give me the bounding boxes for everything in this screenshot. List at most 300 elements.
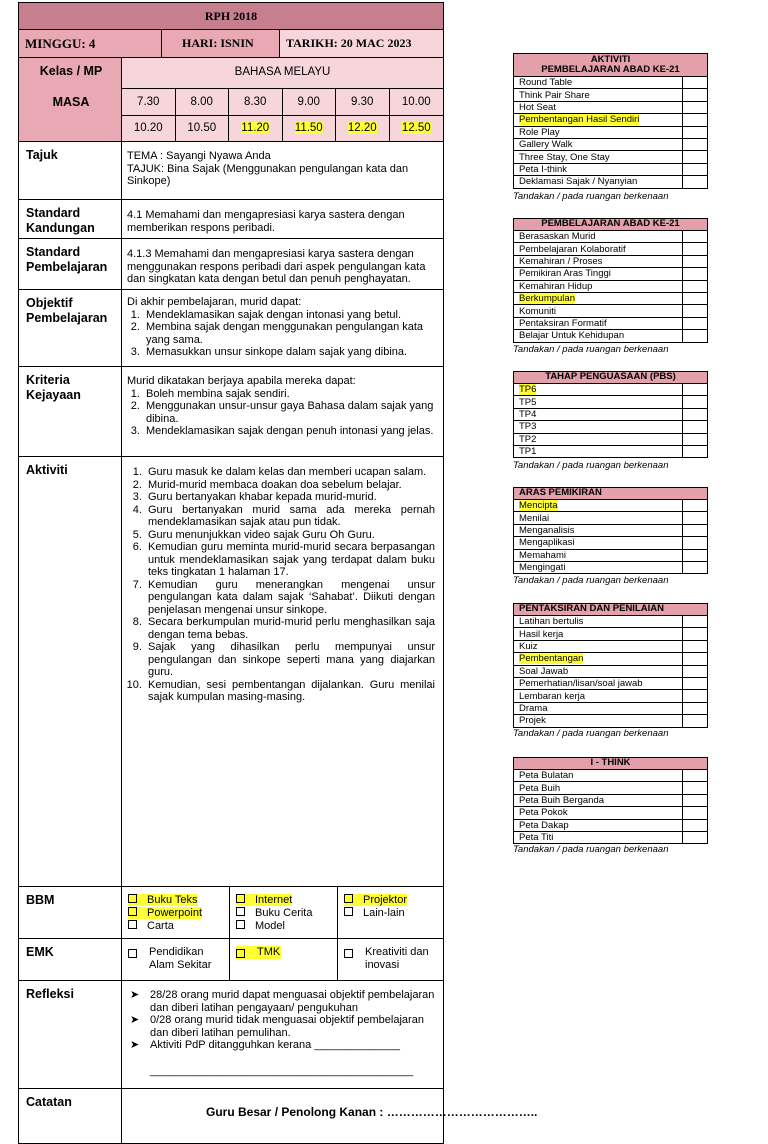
item-label: Think Pair Share [519,89,590,101]
item-label: TP6 [519,384,537,396]
checkbox-icon[interactable] [344,949,353,958]
item-label: Peta Buih [519,782,561,794]
item-label: Berkumpulan [519,293,575,305]
tick-cell[interactable] [683,280,708,292]
item-label: Pembentangan [519,653,584,665]
item-cell [514,807,683,819]
item-label: Peta I-think [519,163,568,175]
item-cell [514,231,683,243]
item-label: Latihan bertulis [519,616,584,628]
tick-cell[interactable] [683,677,708,689]
start-time-cell: 9.00 [283,88,337,116]
table-aras [513,487,708,574]
objective-intro: Di akhir pembelajaran, murid dapat: [127,296,302,308]
table-row [514,445,708,457]
bbm-option-wrap [344,907,405,919]
tick-cell[interactable] [683,433,708,445]
bbm-option-wrap [236,894,292,906]
note-pentaksiran: Tandakan / pada ruangan berkenaan [513,728,669,739]
bbm-option-wrap [128,920,174,932]
table-row [514,163,708,175]
tick-cell[interactable] [683,640,708,652]
table-row [514,138,708,150]
note-ithink: Tandakan / pada ruangan berkenaan [513,844,669,855]
list-item: 6. Kemudian guru meminta murid-murid secara berpasangan untuk mendeklamasikan sajak yang terdapat dalam buku teks tingkatan 1 halaman 17. [145,541,435,579]
item-cell [514,243,683,255]
table-row [514,677,708,689]
tick-cell[interactable] [683,163,708,175]
row-content-refleksi [122,981,444,1089]
list-item: 4. Guru bertanyakan murid sama ada mereka pernah mendeklamasikan sajak atau pun tidak. [145,504,435,529]
reflection-blank-line[interactable]: ___________________________________________ [150,1065,414,1077]
row-label-aktiviti: Aktiviti [18,457,122,887]
tick-cell[interactable] [683,77,708,89]
standard-learning-text: 4.1.3 Memahami dan mengapresiasi karya sastera dengan menggunakan respons peribadi dari aspek pengulangan kata dan singkatan kata dengan betul dan penuh penghayatan. [127,248,426,285]
checkbox-icon[interactable] [128,894,137,903]
list-item: 3. Mendeklamasikan sajak dengan penuh intonasi yang jelas. [143,425,435,438]
table-row [514,640,708,652]
item-cell [514,396,683,408]
item-cell [514,628,683,640]
list-item: 1. Boleh membina sajak sendiri. [143,388,435,401]
table-row [514,280,708,292]
table-row [514,421,708,433]
bbm-option-wrap [128,907,202,919]
theme-text: TEMA : Sayangi Nyawa Anda [127,150,271,162]
class-subject-label: Kelas / MP [39,64,103,78]
tick-cell[interactable] [683,549,708,561]
checkbox-icon[interactable] [344,907,353,916]
bbm-option[interactable] [128,920,229,933]
tick-cell[interactable] [683,665,708,677]
tick-cell[interactable] [683,384,708,396]
table-row [514,243,708,255]
table-row [514,500,708,512]
item-label: Round Table [519,77,573,89]
item-cell [514,138,683,150]
list-item: 8. Secara berkumpulan murid-murid perlu menghasilkan saja dengan tema bebas. [145,616,435,641]
item-label: TP3 [519,421,537,433]
list-item: 7. Kemudian guru menerangkan mengenai unsur pengulangan kata dalam sajak ‘Sahabat’. Diikuti dengan penjelasan mengenai unsur sinkope. [145,579,435,617]
activity-list [127,466,435,704]
tick-cell[interactable] [683,317,708,329]
table-row [514,176,708,188]
item-cell [514,445,683,457]
row-label-sp: Standard Pembelajaran [18,239,122,290]
item-cell [514,770,683,782]
table-row [514,807,708,819]
checkbox-icon[interactable] [128,907,137,916]
item-cell [514,677,683,689]
tick-cell[interactable] [683,292,708,304]
bbm-option-label: Buku Teks [147,894,198,906]
end-time-value: 11.50 [294,122,323,134]
end-time-value: 12.50 [401,122,431,134]
item-cell [514,782,683,794]
item-label: Drama [519,702,548,714]
table-row [514,819,708,831]
tick-cell[interactable] [683,819,708,831]
title-line-2: PEMBELAJARAN ABAD KE-21 [541,64,680,75]
bbm-column-2 [230,887,338,938]
row-content-tajuk [122,142,444,200]
bbm-option[interactable] [236,907,337,920]
tick-cell[interactable] [683,138,708,150]
checkbox-icon[interactable] [236,907,245,916]
row-content-bbm [122,887,444,939]
table-aras-title: ARAS PEMIKIRAN [514,488,708,500]
item-label: Three Stay, One Stay [519,151,610,163]
item-label: Memahami [519,549,566,561]
table-row [514,317,708,329]
tick-cell[interactable] [683,243,708,255]
list-item: 5. Guru menunjukkan video sajak Guru Oh Guru. [145,529,435,542]
tick-cell[interactable] [683,831,708,843]
table-row [514,782,708,794]
item-label: TP2 [519,433,537,445]
item-cell [514,255,683,267]
bbm-option-wrap [344,894,407,906]
checkbox-icon[interactable] [236,949,245,958]
table-row [514,126,708,138]
item-cell [514,114,683,126]
item-cell [514,330,683,342]
item-label: Kemahiran Hidup [519,280,593,292]
table-row [514,537,708,549]
item-label: Peta Bulatan [519,770,574,782]
item-label: Peta Titi [519,832,554,844]
item-label: Pemerhatian/lisan/soal jawab [519,678,643,690]
item-cell [514,77,683,89]
item-label: Komuniti [519,305,556,317]
table-row [514,653,708,665]
item-label: TP4 [519,408,537,420]
table-row [514,384,708,396]
bbm-option-wrap [236,907,312,919]
table-row [514,524,708,536]
note-abad21: Tandakan / pada ruangan berkenaan [513,344,669,355]
tick-cell[interactable] [683,537,708,549]
day-cell: HARI: ISNIN [162,30,280,58]
list-item: 10. Kemudian, sesi pembentangan dijalankan. Guru menilai sajak kumpulan masing-masing. [145,679,435,704]
table-row [514,794,708,806]
row-content-aktiviti [122,457,444,887]
reflection-item [130,1039,436,1052]
tick-cell[interactable] [683,89,708,101]
subject-cell: BAHASA MELAYU [122,58,444,88]
table-row [514,549,708,561]
item-cell [514,151,683,163]
item-label: Hot Seat [519,101,556,113]
item-label: TP1 [519,446,537,458]
item-cell [514,640,683,652]
item-label: Deklamasi Sajak / Nyanyian [519,176,638,188]
end-time-value: 10.20 [133,122,163,134]
table-row [514,89,708,101]
bbm-option[interactable] [128,894,229,907]
item-cell [514,819,683,831]
table-row [514,330,708,342]
reflection-text: Aktiviti PdP ditangguhkan kerana ______________ [150,1039,400,1051]
table-pentaksiran-title: PENTAKSIRAN DAN PENILAIAN [514,604,708,616]
row-label-objektif: Objektif Pembelajaran [18,290,122,367]
headmaster-signature-line: Guru Besar / Penolong Kanan : ……………………………….. [206,1105,538,1119]
item-cell [514,163,683,175]
start-time-cell: 8.30 [229,88,283,116]
tick-cell[interactable] [683,114,708,126]
tick-cell[interactable] [683,396,708,408]
row-content-kriteria [122,367,444,457]
item-cell [514,500,683,512]
table-row [514,715,708,727]
list-item: 3. Guru bertanyakan khabar kepada murid-murid. [145,491,435,504]
tick-cell[interactable] [683,794,708,806]
tick-cell[interactable] [683,268,708,280]
item-cell [514,831,683,843]
table-row [514,268,708,280]
item-label: Mengingati [519,562,566,574]
table-row [514,305,708,317]
tick-cell[interactable] [683,616,708,628]
bbm-column-1 [122,887,230,938]
start-time-cell: 9.30 [336,88,390,116]
item-cell [514,512,683,524]
tick-cell[interactable] [683,101,708,113]
item-label: Mencipta [519,500,558,512]
list-item: 2. Membina sajak dengan menggunakan pengulangan kata yang sama. [143,321,435,346]
tick-cell[interactable] [683,231,708,243]
topic-text: TAJUK: Bina Sajak (Menggunakan pengulangan kata dan Sinkope) [127,162,409,187]
bbm-option-label: Internet [255,894,293,906]
item-label: Peta Pokok [519,807,568,819]
tick-cell[interactable] [683,512,708,524]
table-aktiviti-abad21-title [514,54,708,77]
form-title: RPH 2018 [18,2,444,30]
checkbox-icon[interactable] [236,894,245,903]
item-label: Kuiz [519,640,538,652]
row-content-objektif [122,290,444,367]
end-time-cell [176,116,230,141]
row-label-bbm: BBM [18,887,122,939]
reflection-text: 0/28 orang murid tidak menguasai objektif pembelajaran dan diberi latihan pemulihan. [150,1014,424,1039]
tick-cell[interactable] [683,255,708,267]
list-item: 2. Menggunakan unsur-unsur gaya Bahasa dalam sajak yang dibina. [143,400,435,425]
row-label-catatan: Catatan [18,1089,122,1144]
reflection-text: 28/28 orang murid dapat menguasai objektif pembelajaran dan diberi latihan pengayaan/ pengukuhan [150,989,435,1014]
tick-cell[interactable] [683,715,708,727]
table-row [514,114,708,126]
tick-cell[interactable] [683,628,708,640]
table-pbs [513,371,708,458]
item-label: Role Play [519,126,560,138]
table-row [514,770,708,782]
table-row [514,702,708,714]
tick-cell[interactable] [683,330,708,342]
table-row [514,512,708,524]
note-aras: Tandakan / pada ruangan berkenaan [513,575,669,586]
list-item: 9. Sajak yang dihasilkan perlu mempunyai unsur pengulangan dan sinkope seperti mana yang diajarkan guru. [145,641,435,679]
emk-option-label: Pendidikan Alam Sekitar [149,946,212,971]
row-label-refleksi: Refleksi [18,981,122,1089]
emk-column-2[interactable] [230,939,338,980]
bbm-option-wrap [128,894,198,906]
table-abad21-title: PEMBELAJARAN ABAD KE-21 [514,219,708,231]
tick-cell[interactable] [683,524,708,536]
table-abad21 [513,218,708,343]
time-label: MASA [52,95,90,109]
item-cell [514,561,683,573]
tick-cell[interactable] [683,421,708,433]
checkbox-icon[interactable] [344,894,353,903]
tick-cell[interactable] [683,702,708,714]
emk-option-label: TMK [257,946,281,958]
item-label: Pentaksiran Formatif [519,317,607,329]
item-cell [514,549,683,561]
objective-list [127,309,435,359]
end-time-cell [229,116,283,141]
item-label: Pembelajaran Kolaboratif [519,243,626,255]
item-label: Menilai [519,512,550,524]
item-label: Hasil kerja [519,628,564,640]
table-aktiviti-abad21 [513,53,708,189]
arrow-bullet-icon: ➤ [130,1014,140,1026]
date-cell: TARIKH: 20 MAC 2023 [280,30,444,58]
item-cell [514,176,683,188]
emk-column-1[interactable] [122,939,230,980]
item-cell [514,616,683,628]
checkbox-icon[interactable] [128,920,137,929]
note-aktiviti: Tandakan / pada ruangan berkenaan [513,191,669,202]
tick-cell[interactable] [683,782,708,794]
bbm-option[interactable] [344,907,443,920]
tick-cell[interactable] [683,176,708,188]
item-cell [514,794,683,806]
title-line-1: AKTIVITI [590,53,631,65]
standard-content-text: 4.1 Memahami dan mengapresiasi karya sastera dengan memberikan respons peribadi. [127,209,405,234]
table-row [514,151,708,163]
tick-cell[interactable] [683,126,708,138]
row-label-emk: EMK [18,939,122,981]
tick-cell[interactable] [683,690,708,702]
table-row [514,292,708,304]
bbm-option-label: Projektor [363,894,408,906]
item-cell [514,126,683,138]
table-ithink-title: I - THINK [514,758,708,770]
bbm-option-label: Model [255,920,285,932]
bbm-option[interactable] [344,894,443,907]
item-label: Soal Jawab [519,665,569,677]
row-content-emk [122,939,444,981]
item-label: Pemikiran Aras Tinggi [519,268,611,280]
arrow-bullet-icon: ➤ [130,989,140,1001]
table-pbs-title: TAHAP PENGUASAAN (PBS) [514,372,708,384]
item-label: Berasaskan Murid [519,231,596,243]
row-content-sk [122,200,444,239]
tick-cell[interactable] [683,561,708,573]
reflection-item [130,1014,436,1039]
item-label: Gallery Walk [519,139,573,151]
criteria-intro: Murid dikatakan berjaya apabila mereka dapat: [127,375,356,387]
item-cell [514,101,683,113]
list-item: 2. Murid-murid membaca doakan doa sebelum belajar. [145,479,435,492]
item-label: Mengaplikasi [519,537,575,549]
table-row [514,628,708,640]
item-label: Projek [519,715,546,727]
item-cell [514,690,683,702]
table-row [514,255,708,267]
item-label: Peta Buih Berganda [519,794,605,806]
start-time-cell: 7.30 [122,88,176,116]
end-time-value: 10.50 [187,122,217,134]
table-ithink [513,757,708,844]
item-cell [514,653,683,665]
checkbox-icon[interactable] [128,949,137,958]
item-cell [514,524,683,536]
item-label: Kemahiran / Proses [519,255,603,267]
end-time-value: 12.20 [347,122,377,134]
end-time-value: 11.20 [241,122,270,134]
bbm-option-label: Lain-lain [363,907,405,919]
item-label: Peta Dakap [519,819,569,831]
table-row [514,231,708,243]
bbm-option[interactable] [128,907,229,920]
tick-cell[interactable] [683,445,708,457]
start-time-cell: 8.00 [176,88,230,116]
item-cell [514,292,683,304]
tick-cell[interactable] [683,653,708,665]
bbm-option-label: Powerpoint [147,907,203,919]
tick-cell[interactable] [683,807,708,819]
row-content-catatan [122,1089,538,1144]
tick-cell[interactable] [683,500,708,512]
item-cell [514,384,683,396]
checkbox-icon[interactable] [236,920,245,929]
item-label: Pembentangan Hasil Sendiri [519,114,640,126]
table-row [514,77,708,89]
item-label: Belajar Untuk Kehidupan [519,330,625,342]
table-pentaksiran [513,603,708,728]
item-cell [514,715,683,727]
tick-cell[interactable] [683,770,708,782]
list-item: 1. Guru masuk ke dalam kelas dan memberi ucapan salam. [145,466,435,479]
note-pbs: Tandakan / pada ruangan berkenaan [513,460,669,471]
item-cell [514,408,683,420]
bbm-option[interactable] [236,894,337,907]
item-cell [514,268,683,280]
row-label-kriteria: Kriteria Kejayaan [18,367,122,457]
reflection-item [130,989,436,1014]
table-row [514,561,708,573]
list-item: 1. Mendeklamasikan sajak dengan intonasi yang betul. [143,309,435,322]
table-row [514,831,708,843]
class-subject-label-block [18,58,122,142]
arrow-bullet-icon: ➤ [130,1039,140,1051]
item-label: Menganalisis [519,524,575,536]
end-time-cell [336,116,390,141]
table-row [514,616,708,628]
end-time-cell [122,116,176,141]
emk-column-3[interactable] [338,939,443,980]
item-cell [514,317,683,329]
item-label: TP5 [519,396,537,408]
tick-cell[interactable] [683,151,708,163]
tick-cell[interactable] [683,305,708,317]
table-row [514,690,708,702]
bbm-option[interactable] [236,920,337,933]
item-cell [514,305,683,317]
row-label-sk: Standard Kandungan [18,200,122,239]
tick-cell[interactable] [683,408,708,420]
